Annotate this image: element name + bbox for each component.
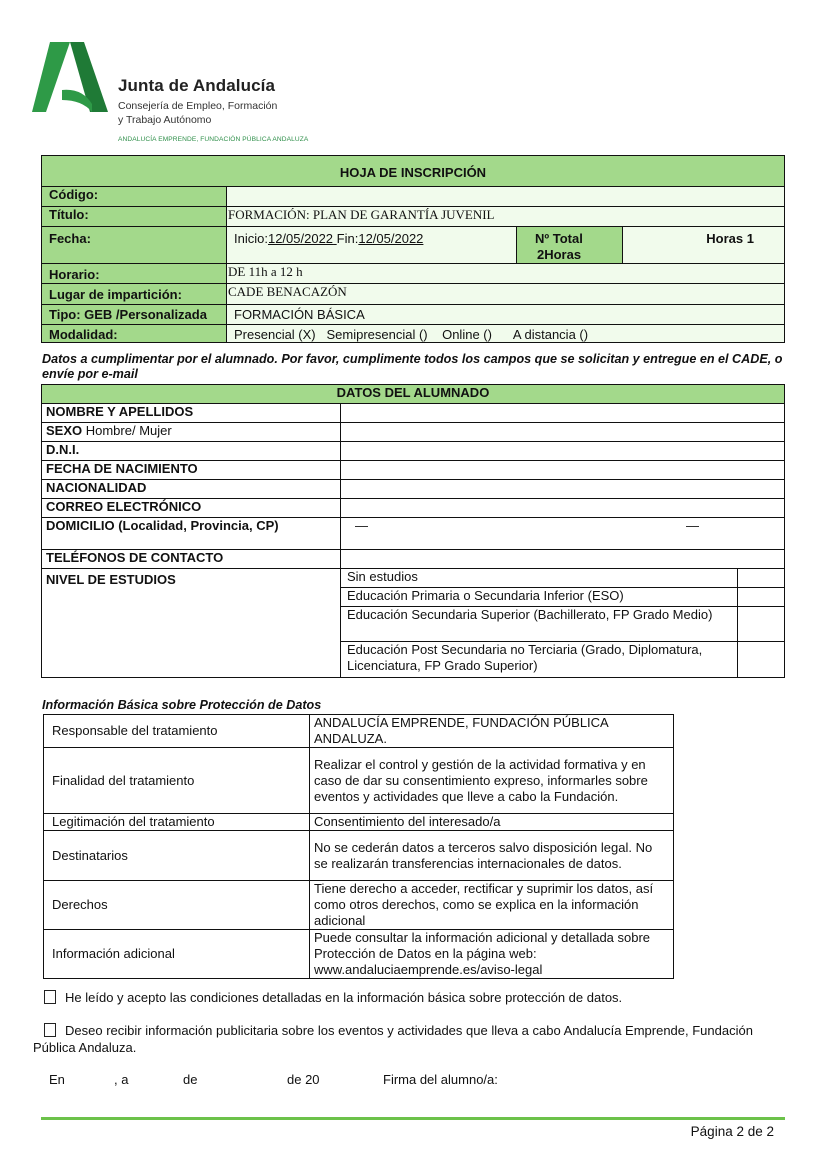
prot-value: Realizar el control y gestión de la actividad formativa y en caso de dar su consentimiento expreso, informarles sobre eventos y actividades que lleve a cabo la Fundación. bbox=[310, 748, 674, 814]
sign-de-20: de 20 bbox=[287, 1072, 320, 1087]
fin-date: 12/05/2022 bbox=[358, 231, 424, 246]
accept-label: He leído y acepto las condiciones detalladas en la información básica sobre protección de datos. bbox=[65, 990, 623, 1005]
inicio-date: 12/05/2022 bbox=[267, 231, 334, 246]
logo-tagline: ANDALUCÍA EMPRENDE, FUNDACIÓN PÚBLICA ANDALUZA bbox=[118, 136, 309, 143]
nivel-checkbox-1[interactable] bbox=[738, 588, 785, 607]
prot-value: Tiene derecho a acceder, rectificar y suprimir los datos, así como otros derechos, como se explica en la información adicional bbox=[310, 881, 674, 930]
sexo-field[interactable] bbox=[341, 423, 785, 442]
page-number: Página 2 de 2 bbox=[690, 1124, 774, 1139]
correo-field[interactable] bbox=[341, 499, 785, 518]
fecha-label: Fecha: bbox=[42, 227, 227, 264]
nivel-option-primaria: Educación Primaria o Secundaria Inferior (ESO) bbox=[341, 588, 738, 607]
footer-divider bbox=[41, 1117, 785, 1120]
prot-key: Finalidad del tratamiento bbox=[44, 748, 310, 814]
data-protection-title: Información Básica sobre Protección de Datos bbox=[42, 698, 322, 712]
prot-value: Consentimiento del interesado/a bbox=[310, 814, 674, 831]
modalidad-options bbox=[227, 325, 785, 343]
modalidad-online[interactable]: Online () bbox=[442, 327, 492, 342]
modalidad-semipresencial[interactable]: Semipresencial () bbox=[326, 327, 428, 342]
horario-value: DE 11h a 12 h bbox=[227, 264, 785, 284]
nivel-checkbox-0[interactable] bbox=[738, 569, 785, 588]
nivel-checkbox-3[interactable] bbox=[738, 642, 785, 678]
signature-label: Firma del alumno/a: bbox=[383, 1072, 498, 1087]
accept-checkbox[interactable] bbox=[44, 990, 56, 1004]
prot-key: Legitimación del tratamiento bbox=[44, 814, 310, 831]
lugar-label: Lugar de impartición: bbox=[42, 284, 227, 305]
inscription-title: HOJA DE INSCRIPCIÓN bbox=[42, 156, 785, 187]
dni-label: D.N.I. bbox=[42, 442, 341, 461]
prot-value: No se cederán datos a terceros salvo disposición legal. No se realizarán transferencias internacionales de datos. bbox=[310, 831, 674, 881]
nivel-option-secundaria: Educación Secundaria Superior (Bachillerato, FP Grado Medio) bbox=[341, 607, 738, 642]
lugar-value: CADE BENACAZÓN bbox=[227, 284, 785, 305]
tipo-value: FORMACIÓN BÁSICA bbox=[227, 305, 785, 325]
modalidad-presencial[interactable]: Presencial (X) bbox=[234, 327, 316, 342]
logo-title: Junta de Andalucía bbox=[118, 76, 276, 95]
prot-key: Responsable del tratamiento bbox=[44, 715, 310, 748]
instructions-note: Datos a cumplimentar por el alumnado. Por favor, cumplimente todos los campos que se solicitan y entregue en el CADE, o envíe por e-mail bbox=[42, 352, 783, 381]
modalidad-distancia[interactable]: A distancia () bbox=[512, 327, 589, 342]
domicilio-label: DOMICILIO (Localidad, Provincia, CP) bbox=[42, 518, 341, 550]
prot-value: ANDALUCÍA EMPRENDE, FUNDACIÓN PÚBLICA ANDALUZA. bbox=[310, 715, 674, 748]
nombre-label: NOMBRE Y APELLIDOS bbox=[42, 404, 341, 423]
fin-label: Fin: bbox=[336, 231, 359, 246]
nivel-estudios-label: NIVEL DE ESTUDIOS bbox=[42, 569, 341, 678]
student-data-table bbox=[41, 384, 785, 678]
nacionalidad-field[interactable] bbox=[341, 480, 785, 499]
nivel-checkbox-2[interactable] bbox=[738, 607, 785, 642]
fecha-nacimiento-field[interactable] bbox=[341, 461, 785, 480]
inicio-label: Inicio: bbox=[234, 231, 268, 246]
nombre-field[interactable] bbox=[341, 404, 785, 423]
prot-key: Derechos bbox=[44, 881, 310, 930]
logo-subtitle-2: y Trabajo Autónomo bbox=[118, 114, 212, 126]
data-protection-table bbox=[43, 714, 674, 979]
sign-a: , a bbox=[114, 1072, 129, 1087]
domicilio-field[interactable]: — — bbox=[341, 518, 785, 550]
telefonos-field[interactable] bbox=[341, 550, 785, 569]
fecha-nacimiento-label: FECHA DE NACIMIENTO bbox=[42, 461, 341, 480]
codigo-field[interactable] bbox=[227, 187, 785, 207]
codigo-label: Código: bbox=[42, 187, 227, 207]
logo-subtitle-1: Consejería de Empleo, Formación bbox=[118, 100, 278, 112]
modalidad-label: Modalidad: bbox=[42, 325, 227, 343]
sexo-label: SEXO Hombre/ Mujer bbox=[42, 423, 341, 442]
horario-label: Horario: bbox=[42, 264, 227, 284]
titulo-label: Título: bbox=[42, 207, 227, 227]
publicity-label: Deseo recibir información publicitaria sobre los eventos y actividades que lleva a cabo Andalucía Emprende, Fundación Pública Andaluza. bbox=[33, 1023, 753, 1055]
prot-key: Información adicional bbox=[44, 930, 310, 979]
dni-field[interactable] bbox=[341, 442, 785, 461]
prot-key: Destinatarios bbox=[44, 831, 310, 881]
sign-de: de bbox=[183, 1072, 198, 1087]
prot-value: Puede consultar la información adicional y detallada sobre Protección de Datos en la página web: www.andaluciaemprende.es/aviso-legal bbox=[310, 930, 674, 979]
student-data-title: DATOS DEL ALUMNADO bbox=[42, 385, 785, 404]
tipo-label: Tipo: GEB /Personalizada bbox=[42, 305, 227, 325]
nacionalidad-label: NACIONALIDAD bbox=[42, 480, 341, 499]
sign-en: En bbox=[49, 1072, 65, 1087]
andalucia-a-icon bbox=[32, 42, 108, 114]
publicity-checkbox[interactable] bbox=[44, 1023, 56, 1037]
publicity-consent bbox=[33, 1022, 783, 1056]
nivel-option-post-secundaria: Educación Post Secundaria no Terciaria (Grado, Diplomatura, Licenciatura, FP Grado Superior) bbox=[341, 642, 738, 678]
correo-label: CORREO ELECTRÓNICO bbox=[42, 499, 341, 518]
total-horas-label: Nº Total 2Horas bbox=[517, 227, 623, 264]
nivel-option-sin-estudios: Sin estudios bbox=[341, 569, 738, 588]
telefonos-label: TELÉFONOS DE CONTACTO bbox=[42, 550, 341, 569]
accept-conditions bbox=[44, 990, 622, 1005]
horas-value: Horas 1 bbox=[623, 227, 785, 264]
titulo-value: FORMACIÓN: PLAN DE GARANTÍA JUVENIL bbox=[227, 207, 785, 227]
inscription-table bbox=[41, 155, 785, 343]
junta-andalucia-logo bbox=[30, 40, 340, 150]
fecha-value bbox=[227, 227, 517, 264]
